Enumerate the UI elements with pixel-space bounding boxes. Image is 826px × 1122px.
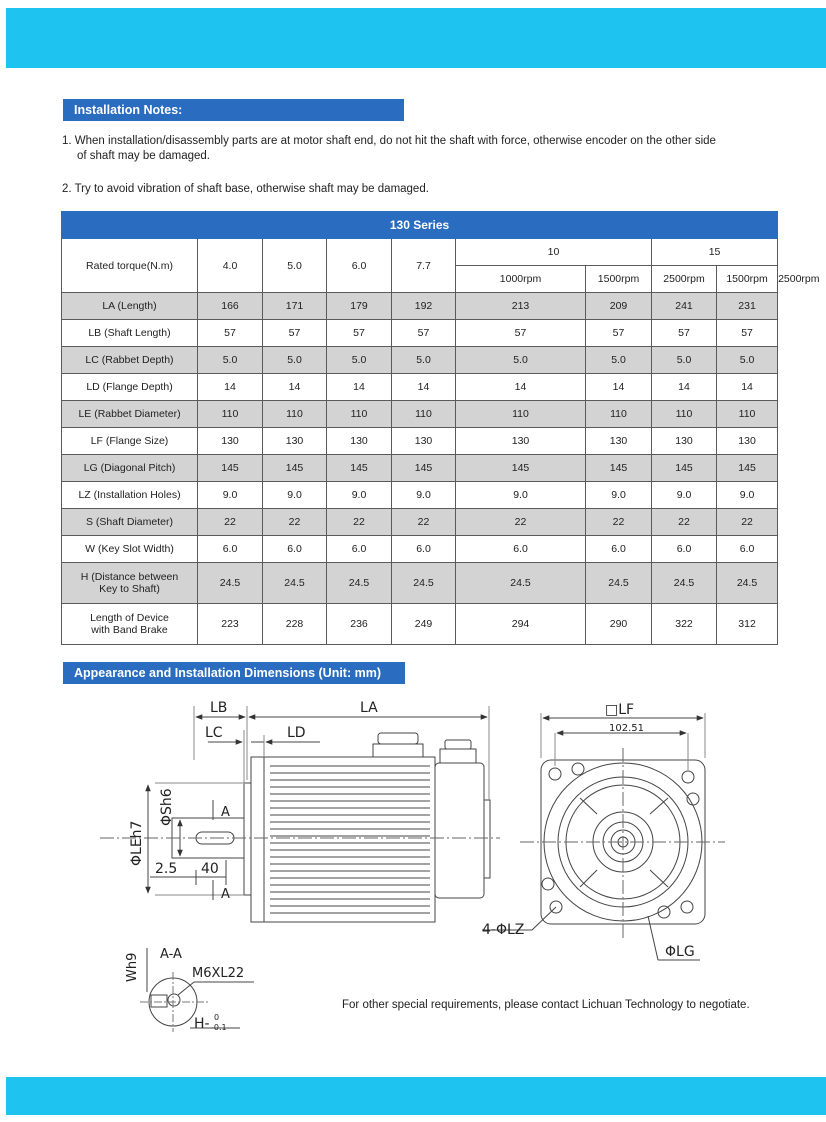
- torque-cell: 4.0: [198, 239, 263, 293]
- value-cell: 22: [327, 509, 392, 536]
- value-cell: 145: [392, 455, 456, 482]
- h-tolerance-lower: -0.1: [211, 1023, 227, 1032]
- value-cell: 249: [392, 604, 456, 645]
- rpm-cell: 1500rpm: [586, 266, 652, 293]
- value-cell: 130: [392, 428, 456, 455]
- value-cell: 213: [456, 293, 586, 320]
- lb-label: LB: [210, 700, 228, 716]
- rpm-cell: 1500rpm: [717, 266, 778, 293]
- value-cell: 130: [327, 428, 392, 455]
- value-cell: 22: [198, 509, 263, 536]
- row-label-line: Length of Device: [90, 612, 169, 624]
- value-cell: 14: [327, 374, 392, 401]
- value-cell: 130: [717, 428, 778, 455]
- value-cell: 6.0: [456, 536, 586, 563]
- encoder-end-plate: [484, 800, 490, 878]
- row-label: LA (Length): [62, 293, 198, 320]
- value-cell: 14: [586, 374, 652, 401]
- section-title: A-A: [160, 947, 182, 962]
- value-cell: 57: [456, 320, 586, 347]
- value-cell: 6.0: [327, 536, 392, 563]
- value-cell: 22: [717, 509, 778, 536]
- torque-group-10: 10: [456, 239, 652, 266]
- value-cell: 223: [198, 604, 263, 645]
- section-key: [151, 995, 167, 1007]
- value-cell: 192: [392, 293, 456, 320]
- value-cell: 14: [198, 374, 263, 401]
- value-cell: 145: [456, 455, 586, 482]
- value-cell: 5.0: [392, 347, 456, 374]
- value-cell: 6.0: [198, 536, 263, 563]
- value-cell: 294: [456, 604, 586, 645]
- value-cell: 9.0: [327, 482, 392, 509]
- value-cell: 110: [586, 401, 652, 428]
- value-cell: 145: [198, 455, 263, 482]
- value-cell: 312: [717, 604, 778, 645]
- value-cell: 209: [586, 293, 652, 320]
- value-cell: 22: [263, 509, 327, 536]
- row-label: LC (Rabbet Depth): [62, 347, 198, 374]
- value-cell: 241: [652, 293, 717, 320]
- row-label: LF (Flange Size): [62, 428, 198, 455]
- value-cell: 145: [586, 455, 652, 482]
- motor-body: [264, 757, 435, 922]
- value-cell: 22: [586, 509, 652, 536]
- value-cell: 9.0: [392, 482, 456, 509]
- value-cell: 57: [392, 320, 456, 347]
- value-cell: 166: [198, 293, 263, 320]
- front-view-labels: [482, 702, 695, 960]
- rabbet: [244, 783, 251, 895]
- value-cell: 22: [652, 509, 717, 536]
- value-cell: 110: [263, 401, 327, 428]
- wh9-label: Wh9: [125, 952, 140, 982]
- thread-label: M6XL22: [192, 966, 245, 981]
- value-cell: 24.5: [392, 563, 456, 604]
- value-cell: 231: [717, 293, 778, 320]
- row-label-line: H (Distance between: [80, 571, 179, 583]
- value-cell: 110: [198, 401, 263, 428]
- value-cell: 22: [456, 509, 586, 536]
- value-cell: 110: [327, 401, 392, 428]
- value-cell: 9.0: [263, 482, 327, 509]
- rpm-cell: 2500rpm: [652, 266, 717, 293]
- cooling-fins: [270, 766, 430, 913]
- value-cell: 145: [263, 455, 327, 482]
- row-label: LE (Rabbet Diameter): [62, 401, 198, 428]
- row-label: LD (Flange Depth): [62, 374, 198, 401]
- value-cell: 179: [327, 293, 392, 320]
- value-cell: 9.0: [652, 482, 717, 509]
- row-label-line: Key to Shaft): [99, 583, 160, 595]
- row-label: S (Shaft Diameter): [62, 509, 198, 536]
- torque-cell: 5.0: [263, 239, 327, 293]
- value-cell: 5.0: [327, 347, 392, 374]
- value-cell: 24.5: [327, 563, 392, 604]
- value-cell: 57: [652, 320, 717, 347]
- note-2: 2. Try to avoid vibration of shaft base, otherwise shaft may be damaged.: [62, 183, 429, 195]
- rpm-cell: 1000rpm: [456, 266, 586, 293]
- value-cell: 24.5: [717, 563, 778, 604]
- row-label-line: with Band Brake: [91, 624, 168, 636]
- value-cell: 5.0: [456, 347, 586, 374]
- value-cell: 6.0: [652, 536, 717, 563]
- value-cell: 322: [652, 604, 717, 645]
- encoder-connector: [440, 749, 476, 763]
- value-cell: 6.0: [586, 536, 652, 563]
- torque-cell: 6.0: [327, 239, 392, 293]
- power-connector: [373, 744, 423, 757]
- row-label: LB (Shaft Length): [62, 320, 198, 347]
- value-cell: 24.5: [456, 563, 586, 604]
- value-cell: 24.5: [652, 563, 717, 604]
- value-cell: 57: [263, 320, 327, 347]
- value-cell: 6.0: [392, 536, 456, 563]
- value-cell: 57: [198, 320, 263, 347]
- torque-group-15: 15: [652, 239, 778, 266]
- value-cell: 110: [717, 401, 778, 428]
- bottom-banner: [6, 1077, 826, 1115]
- dim-40-label: 40: [201, 861, 219, 877]
- power-connector-cap: [378, 733, 418, 744]
- lg-label: ΦLG: [665, 944, 695, 960]
- section-thread-hole: [168, 994, 180, 1006]
- value-cell: 145: [717, 455, 778, 482]
- series-title: 130 Series: [62, 212, 778, 239]
- lf-label: □LF: [605, 702, 635, 718]
- value-cell: 9.0: [717, 482, 778, 509]
- rated-torque-label: Rated torque(N.m): [62, 239, 198, 293]
- installation-notes-heading: Installation Notes:: [63, 99, 404, 121]
- value-cell: 24.5: [586, 563, 652, 604]
- value-cell: 57: [586, 320, 652, 347]
- value-cell: 9.0: [198, 482, 263, 509]
- h-tolerance-upper: 0: [214, 1013, 220, 1022]
- value-cell: 57: [327, 320, 392, 347]
- value-cell: 236: [327, 604, 392, 645]
- value-cell: 14: [652, 374, 717, 401]
- value-cell: 14: [392, 374, 456, 401]
- value-cell: 130: [456, 428, 586, 455]
- value-cell: 110: [392, 401, 456, 428]
- s-label: ΦSh6: [159, 788, 175, 826]
- value-cell: 228: [263, 604, 327, 645]
- value-cell: 24.5: [198, 563, 263, 604]
- value-cell: 6.0: [717, 536, 778, 563]
- appearance-heading: Appearance and Installation Dimensions (Unit: mm): [63, 662, 405, 684]
- value-cell: 5.0: [652, 347, 717, 374]
- lz-label: 4-ΦLZ: [482, 922, 525, 938]
- value-cell: 24.5: [263, 563, 327, 604]
- la-label: LA: [360, 700, 378, 716]
- value-cell: 130: [586, 428, 652, 455]
- value-cell: 5.0: [717, 347, 778, 374]
- value-cell: 110: [652, 401, 717, 428]
- note-1-line-1: 1. When installation/disassembly parts are at motor shaft end, do not hit the shaft with force, otherwise encoder on the other side: [62, 135, 716, 147]
- rpm-row: 1000rpm 1500rpm 2500rpm 1500rpm 2500rpm: [62, 266, 778, 293]
- value-cell: 130: [263, 428, 327, 455]
- value-cell: 145: [652, 455, 717, 482]
- le-label: ΦLEh7: [129, 820, 145, 866]
- row-label: LG (Diagonal Pitch): [62, 455, 198, 482]
- value-cell: 110: [456, 401, 586, 428]
- footnote: For other special requirements, please contact Lichuan Technology to negotiate.: [342, 999, 750, 1011]
- value-cell: 5.0: [586, 347, 652, 374]
- encoder-connector-cap: [445, 740, 471, 749]
- row-label: W (Key Slot Width): [62, 536, 198, 563]
- value-cell: 9.0: [586, 482, 652, 509]
- encoder-cover: [435, 763, 484, 898]
- value-cell: 6.0: [263, 536, 327, 563]
- value-cell: 5.0: [198, 347, 263, 374]
- value-cell: 171: [263, 293, 327, 320]
- h-tolerance-label: H-: [194, 1016, 210, 1032]
- pitch-label: 102.51: [609, 723, 644, 734]
- ld-label: LD: [287, 725, 306, 741]
- value-cell: 57: [717, 320, 778, 347]
- flange: [251, 757, 264, 922]
- value-cell: 22: [392, 509, 456, 536]
- torque-cell: 7.7: [392, 239, 456, 293]
- lc-label: LC: [205, 725, 223, 741]
- value-cell: 130: [652, 428, 717, 455]
- value-cell: 14: [456, 374, 586, 401]
- section-a-top: A: [221, 805, 230, 820]
- value-cell: 130: [198, 428, 263, 455]
- value-cell: 290: [586, 604, 652, 645]
- value-cell: 145: [327, 455, 392, 482]
- value-cell: 14: [717, 374, 778, 401]
- value-cell: 5.0: [263, 347, 327, 374]
- row-label: LZ (Installation Holes): [62, 482, 198, 509]
- value-cell: 14: [263, 374, 327, 401]
- note-1-line-2: of shaft may be damaged.: [77, 150, 210, 162]
- section-a-bottom: A: [221, 887, 230, 902]
- dim-2-5-label: 2.5: [155, 861, 178, 877]
- value-cell: 9.0: [456, 482, 586, 509]
